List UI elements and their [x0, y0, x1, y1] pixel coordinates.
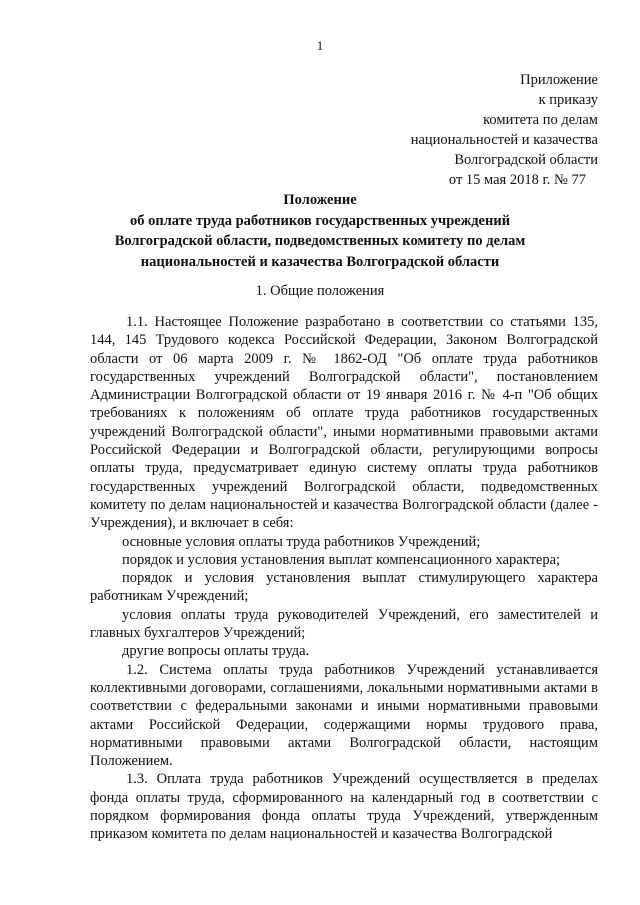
- list-item: порядок и условия установления выплат компенсационного характера;: [122, 551, 561, 568]
- title-line: Положение: [283, 192, 357, 208]
- appendix-line: к приказу: [538, 92, 598, 108]
- appendix-header: [411, 70, 598, 190]
- appendix-line: Приложение: [520, 72, 598, 88]
- appendix-line: национальностей и казачества: [410, 132, 598, 148]
- document-body: [90, 313, 598, 844]
- paragraph-1-3: 1.3. Оплата труда работников Учреждений осуществляется в пределах фонда оплаты труда, сформированного на календарный год в соответствии с порядком формирования фонда оплаты труда Учреждений, утвержденным приказом комитета по делам национальностей и казачества Волгоградской: [90, 771, 598, 843]
- list-item: другие вопросы оплаты труда.: [122, 643, 310, 660]
- section-heading: 1. Общие положения: [255, 283, 385, 299]
- list-item: основные условия оплаты труда работников Учреждений;: [122, 533, 481, 550]
- paragraph-1-1: 1.1. Настоящее Положение разработано в соответствии со статьями 135, 144, 145 Трудового кодекса Российской Федерации, Законом Волгоградской области от 06 марта 2009 г. № 1862-ОД "Об оплате труда работников государственных учреждений Волгоградской области", постановлением Администрации Волгоградской области от 19 января 2016 г. № 4-п "Об общих требованиях к положениям об оплате труда работников государственных учреждений Волгоградской области", иными нормативными правовыми актами Российской Федерации и Волгоградской области, регулирующими вопросы оплаты труда, предусматривает единую систему оплаты труда работников государственных учреждений Волгоградской области, подведомственных комитету по делам национальностей и казачества Волгоградской области (далее - Учреждения), и включает в себя:: [90, 314, 598, 532]
- appendix-date-line: от 15 мая 2018 г. № 77: [448, 172, 586, 188]
- page-number: 1: [316, 38, 324, 53]
- paragraph-1-2: 1.2. Система оплаты труда работников Учреждений устанавливается коллективными договорами, соглашениями, локальными нормативными актами в соответствии с федеральными законами и иными нормативными правовыми актами Российской Федерации, содержащими нормы трудового права, нормативными правовыми актами Волгоградской области, настоящим Положением.: [90, 661, 598, 770]
- title-line: об оплате труда работников государственных учреждений: [129, 212, 511, 229]
- document-title: [90, 190, 550, 272]
- appendix-line: Волгоградской области: [454, 152, 598, 168]
- appendix-line: комитета по делам: [483, 112, 598, 128]
- list-item: порядок и условия установления выплат стимулирующего характера работникам Учреждений;: [90, 570, 598, 605]
- title-line: Волгоградской области, подведомственных комитету по делам: [114, 233, 526, 249]
- title-line: национальностей и казачества Волгоградской области: [140, 253, 500, 270]
- list-item: условия оплаты труда руководителей Учреждений, его заместителей и главных бухгалтеров Учреждений;: [90, 606, 598, 642]
